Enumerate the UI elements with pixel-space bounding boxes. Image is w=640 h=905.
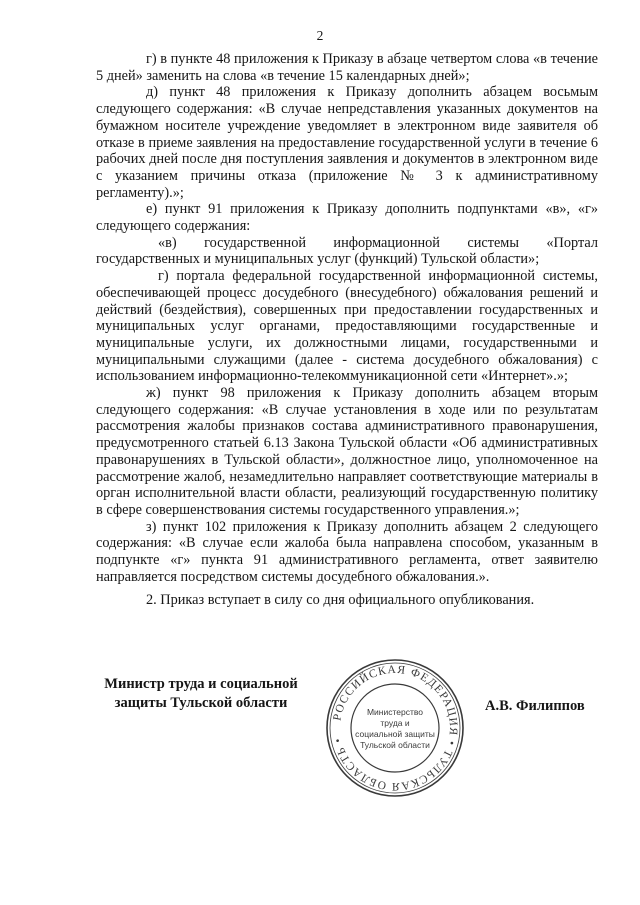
paragraph-subitem-g: г) портала федеральной государственной информационной системы, обеспечивающей процесс досудебного (внесудебного) обжалования решений и действий (бездействия), совершенных при предоставлении государственных и муниципальных услуг органами, предоставляющими государственные и муниципальные услуги, их должностными лицами, государственными и муниципальными служащими (далее - система досудебного обжалования) с использованием информационно-телекоммуникационной сети «Интернет».»;: [96, 268, 598, 385]
signature-block: [0, 663, 640, 815]
paragraph-entry-into-force: 2. Приказ вступает в силу со дня официального опубликования.: [146, 591, 535, 608]
signatory-position-line-2: защиты Тульской области: [114, 695, 288, 711]
paragraph-subitem-v: «в) государственной информационной системы «Портал государственных и муниципальных услуг (функций) Тульской области»;: [96, 234, 598, 268]
seal-outer-text: РОССИЙСКАЯ ФЕДЕРАЦИЯ • ТУЛЬСКАЯ ОБЛАСТЬ •: [331, 663, 460, 793]
paragraph-item-d: д) пункт 48 приложения к Приказу дополнить абзацем восьмым следующего содержания: «В случае непредставления указанных документов на бумажном носителе учреждение уведомляет в электронном виде заявителя об отказе в приеме заявления на предоставление государственной услуги в течение 6 рабочих дней после дня поступления заявления и документов в электронном виде с указанием причины отказа (приложение № 3 к административному регламенту).»;: [96, 84, 598, 201]
seal-inner-line-1: Министерство: [366, 707, 424, 717]
official-seal: [320, 653, 470, 803]
document-body: [96, 51, 598, 608]
seal-inner-line-3: социальной защиты: [355, 729, 435, 739]
signatory-name: А.В. Филиппов: [485, 698, 585, 714]
seal-stamp-graphic: [320, 653, 470, 803]
signatory-position: [96, 675, 306, 713]
paragraph-item-g: г) в пункте 48 приложения к Приказу в абзаце четвертом слова «в течение 5 дней» заменить на слова «в течение 15 календарных дней»;: [96, 51, 598, 84]
seal-inner-line-2: труда и: [380, 718, 410, 728]
signatory-position-line-1: Министр труда и социальной: [104, 676, 298, 692]
page-number: 2: [316, 28, 324, 43]
paragraph-item-zh: ж) пункт 98 приложения к Приказу дополнить абзацем вторым следующего содержания: «В случае установления в ходе или по результатам рассмотрения жалобы признаков состава административного правонарушения, предусмотренного статьей 6.13 Закона Тульской области «Об административных правонарушениях в Тульской области», должностное лицо, уполномоченное на рассмотрение жалоб, незамедлительно направляет соответствующие материалы в орган исполнительной власти области, реализующий государственную политику в сфере совершенствования системы государственного управления.»;: [96, 385, 598, 518]
seal-inner-line-4: Тульской области: [360, 740, 430, 750]
paragraph-item-z: з) пункт 102 приложения к Приказу дополнить абзацем 2 следующего содержания: «В случае если жалоба была направлена способом, указанным в подпункте «г» пункта 91 административного регламента, ответ заявителю направляется посредством системы досудебного обжалования.».: [96, 518, 598, 585]
paragraph-item-e: е) пункт 91 приложения к Приказу дополнить подпунктами «в», «г» следующего содержания:: [96, 201, 598, 235]
